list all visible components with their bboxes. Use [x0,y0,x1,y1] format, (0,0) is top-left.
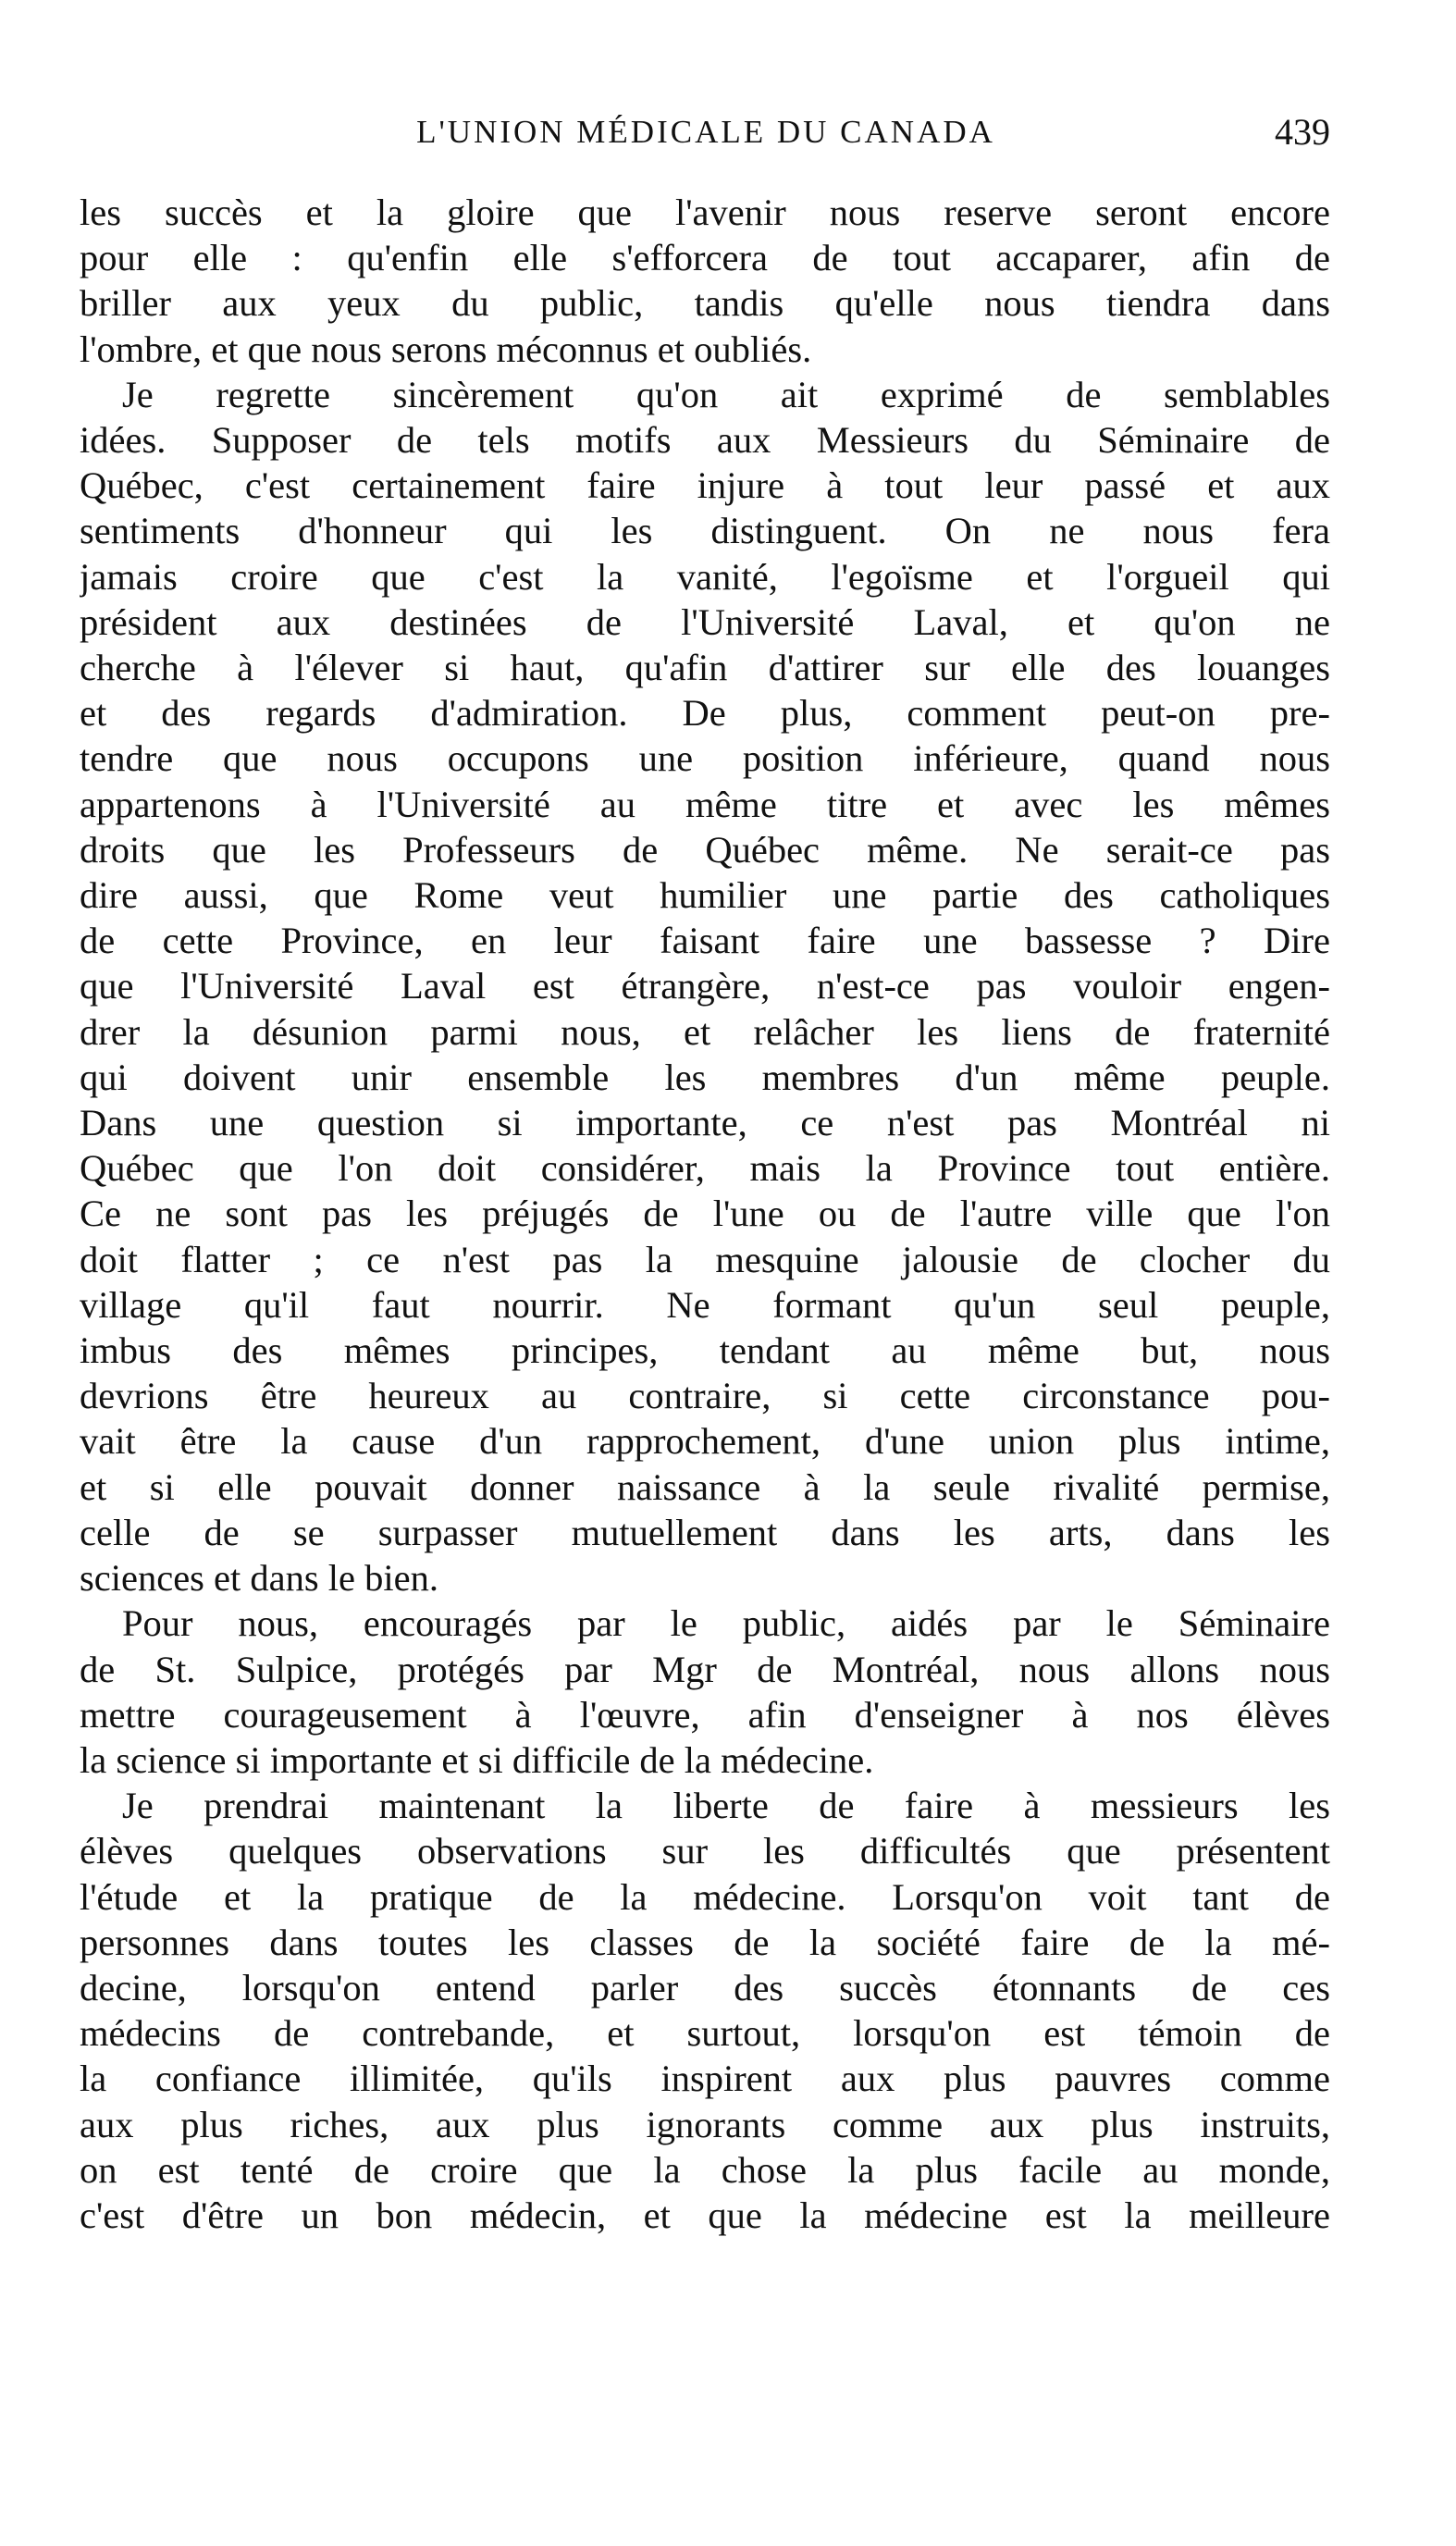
text-line: élèves quelques observations sur les difficultés que présentent [80,1830,1330,1872]
paragraph-2 [80,372,1330,1601]
text-line: de cette Province, en leur faisant faire une bassesse ? Dire [80,920,1330,962]
text-line: aux plus riches, aux plus ignorants comme aux plus instruits, [80,2103,1330,2145]
text-line: c'est d'être un bon médecin, et que la médecine est la meilleure [80,2194,1330,2236]
text-line: président aux destinées de l'Université Laval, et qu'on ne [80,600,1330,643]
text-line: sentiments d'honneur qui les distinguent. On ne nous fera [80,510,1330,552]
text-line: pour elle : qu'enfin elle s'efforcera de tout accaparer, afin de [80,237,1330,279]
text-line: briller aux yeux du public, tandis qu'elle nous tiendra dans [80,282,1330,325]
text-line: village qu'il faut nourrir. Ne formant qu'un seul peuple, [80,1283,1330,1326]
running-title: L'UNION MÉDICALE DU CANADA [416,114,995,150]
text-line: Québec que l'on doit considérer, mais la Province tout entière. [80,1147,1330,1190]
text-line: cherche à l'élever si haut, qu'afin d'attirer sur elle des louanges [80,647,1330,689]
text-line: Dans une question si importante, ce n'est pas Montréal ni [80,1102,1330,1144]
paragraph-1 [80,190,1330,372]
text-line: celle de se surpasser mutuellement dans les arts, dans les [80,1511,1330,1553]
text-line: Québec, c'est certainement faire injure à tout leur passé et aux [80,464,1330,507]
text-line: tendre que nous occupons une position inférieure, quand nous [80,737,1330,780]
text-line: imbus des mêmes principes, tendant au même but, nous [80,1329,1330,1372]
text-line: l'ombre, et que nous serons méconnus et oubliés. [80,328,812,370]
text-line: la science si importante et si difficile de la médecine. [80,1738,874,1781]
text-line: dire aussi, que Rome veut humilier une partie des catholiques [80,874,1330,917]
paragraph-4 [80,1783,1330,2238]
text-line: l'étude et la pratique de la médecine. Lorsqu'on voit tant de [80,1875,1330,1918]
running-head [81,109,1330,165]
text-line: la confiance illimitée, qu'ils inspirent aux plus pauvres comme [80,2058,1330,2100]
text-line: appartenons à l'Université au même titre et avec les mêmes [80,783,1330,825]
text-line: idées. Supposer de tels motifs aux Messieurs du Séminaire de [80,419,1330,462]
text-line: vait être la cause d'un rapprochement, d'une union plus intime, [80,1420,1330,1463]
text-line: Je regrette sincèrement qu'on ait exprimé de semblables [122,373,1330,415]
text-line: Je prendrai maintenant la liberte de faire à messieurs les [122,1785,1330,1827]
text-line: decine, lorsqu'on entend parler des succès étonnants de ces [80,1966,1330,2008]
text-line: et des regards d'admiration. De plus, comment peut-on pre- [80,692,1330,735]
page-number: 439 [1275,111,1330,153]
text-line: on est tenté de croire que la chose la plus facile au monde, [80,2148,1330,2191]
body-text [80,190,1330,2238]
text-line: doit flatter ; ce n'est pas la mesquine jalousie de clocher du [80,1238,1330,1280]
text-line: médecins de contrebande, et surtout, lorsqu'on est témoin de [80,2012,1330,2055]
text-line: jamais croire que c'est la vanité, l'egoïsme et l'orgueil qui [80,555,1330,598]
text-line: les succès et la gloire que l'avenir nous reserve seront encore [80,192,1330,233]
text-line: sciences et dans le bien. [80,1557,438,1600]
text-line: Ce ne sont pas les préjugés de l'une ou de l'autre ville que l'on [80,1193,1330,1235]
text-line: droits que les Professeurs de Québec même. Ne serait-ce pas [80,828,1330,871]
paragraph-3 [80,1601,1330,1783]
text-line: et si elle pouvait donner naissance à la seule rivalité permise, [80,1465,1330,1508]
text-line: personnes dans toutes les classes de la société faire de la mé- [80,1921,1330,1963]
text-line: qui doivent unir ensemble les membres d'un même peuple. [80,1056,1330,1098]
text-line: que l'Université Laval est étrangère, n'est-ce pas vouloir engen- [80,965,1330,1007]
text-line: Pour nous, encouragés par le public, aidés par le Séminaire [122,1602,1330,1645]
text-line: drer la désunion parmi nous, et relâcher les liens de fraternité [80,1010,1330,1053]
text-line: mettre courageusement à l'œuvre, afin d'enseigner à nos élèves [80,1693,1330,1736]
text-line: devrions être heureux au contraire, si cette circonstance pou- [80,1375,1330,1417]
text-line: de St. Sulpice, protégés par Mgr de Montréal, nous allons nous [80,1648,1330,1690]
